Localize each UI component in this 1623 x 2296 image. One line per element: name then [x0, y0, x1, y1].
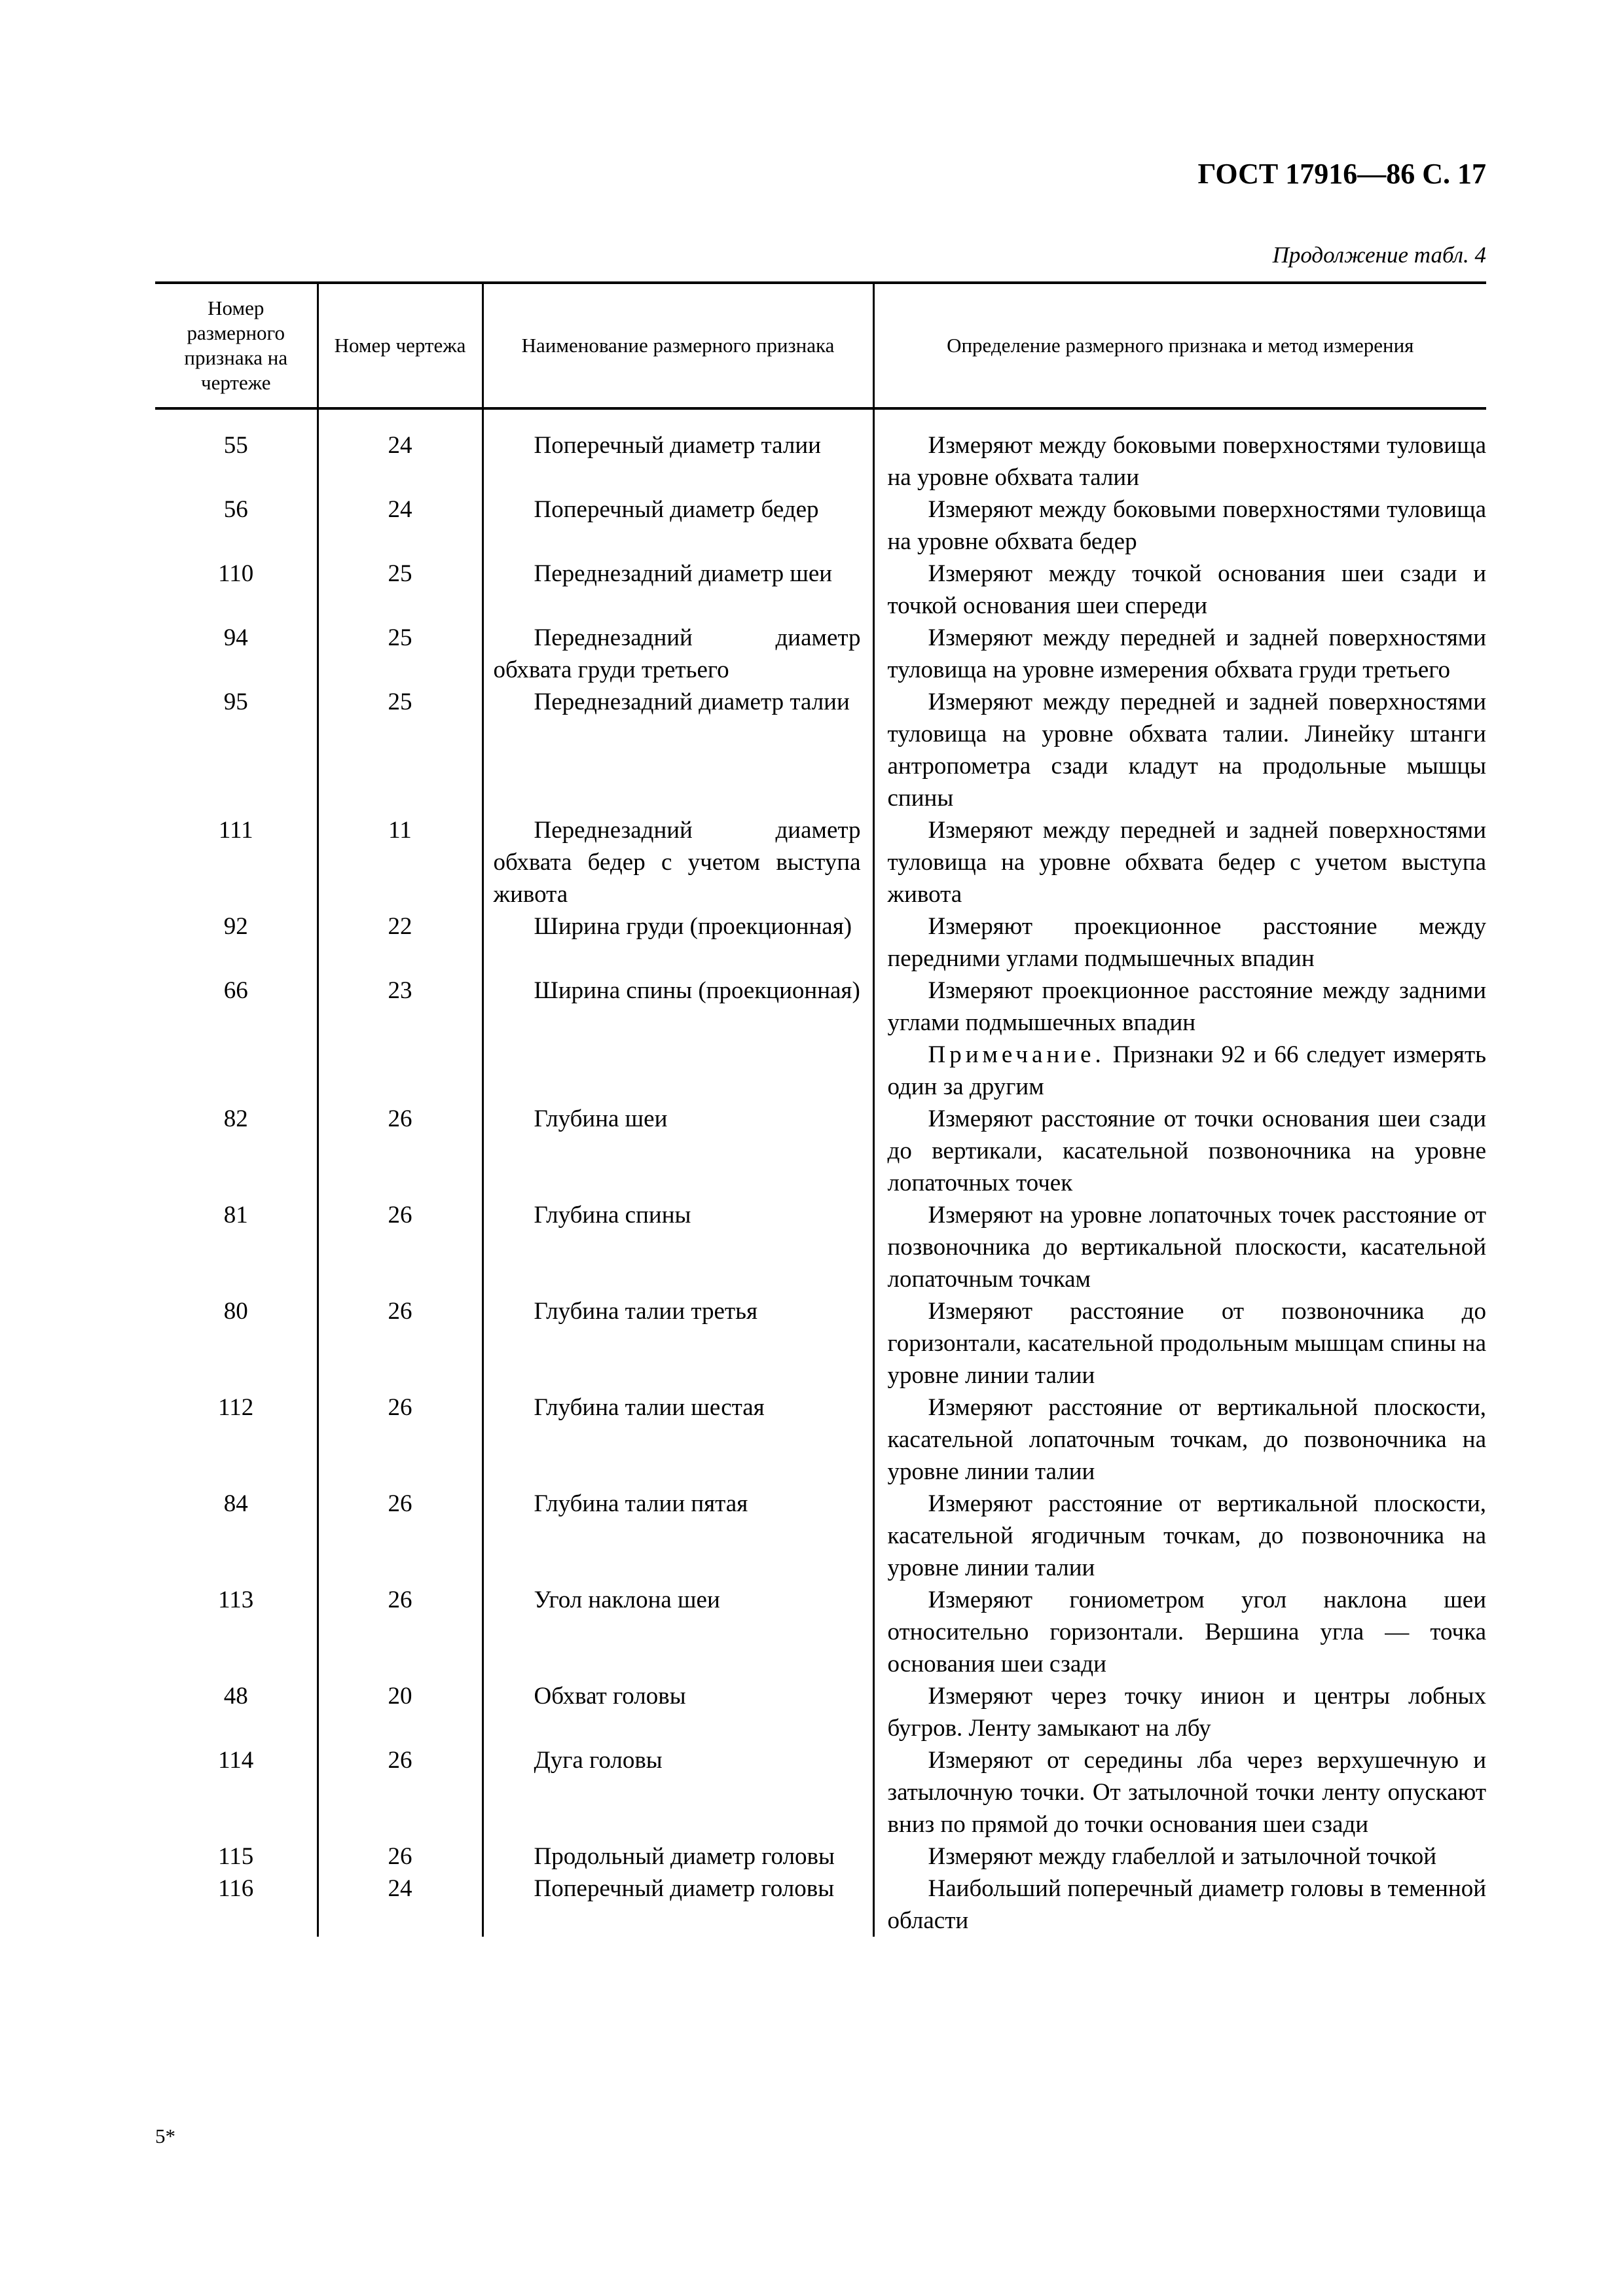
feature-number-cell: 80	[223, 1298, 248, 1325]
drawing-number-cell: 26	[318, 1391, 483, 1488]
feature-number-cell: 82	[223, 1105, 248, 1132]
definition-cell	[873, 814, 1486, 910]
table-header-row	[155, 283, 1486, 408]
definition-text: Измеряют проекционное расстояние между задними углами подмышечных впадин	[887, 977, 1486, 1036]
table-row	[155, 1873, 1486, 1937]
feature-number-cell: 110	[218, 560, 254, 587]
table-row	[155, 1744, 1486, 1840]
drawing-number-cell: 26	[318, 1295, 483, 1391]
column-header-feature-number: Номер размерного признака на чертеже	[155, 283, 318, 408]
drawing-number-cell: 25	[318, 686, 483, 814]
definition-cell	[873, 429, 1486, 493]
feature-number-cell: 66	[223, 977, 248, 1004]
feature-name-cell: Глубина талии пятая	[483, 1488, 873, 1584]
table-row	[155, 1584, 1486, 1680]
table-row	[155, 1295, 1486, 1391]
feature-name-cell: Продольный диаметр головы	[483, 1840, 873, 1873]
drawing-number-cell: 26	[318, 1488, 483, 1584]
definition-text: Измеряют гониометром угол наклона шеи относительно горизонтали. Вершина угла — точка основания шеи сзади	[887, 1587, 1486, 1677]
note-text: Признаки 92 и 66 следует измерять один за другим	[887, 1041, 1486, 1100]
definition-cell	[873, 1199, 1486, 1295]
feature-name-cell: Ширина спины (проекционная)	[483, 975, 873, 1103]
drawing-number-cell: 26	[318, 1584, 483, 1680]
feature-number-cell: 112	[218, 1394, 254, 1421]
measurement-table	[155, 281, 1486, 1937]
definition-text: Измеряют между глабеллой и затылочной точкой	[928, 1843, 1436, 1870]
table-row	[155, 910, 1486, 975]
feature-name-cell: Угол наклона шеи	[483, 1584, 873, 1680]
feature-number-cell: 56	[223, 496, 248, 523]
feature-number-cell: 84	[223, 1490, 248, 1517]
drawing-number-cell: 24	[318, 493, 483, 558]
table-row	[155, 1488, 1486, 1584]
table-row	[155, 814, 1486, 910]
drawing-number-cell: 26	[318, 1840, 483, 1873]
definition-text: Измеряют между точкой основания шеи сзади и точкой основания шеи спереди	[887, 560, 1486, 619]
definition-cell	[873, 910, 1486, 975]
feature-number-cell: 113	[218, 1587, 254, 1613]
page-header: ГОСТ 17916—86 С. 17	[1197, 158, 1486, 190]
definition-cell	[873, 1103, 1486, 1199]
definition-cell	[873, 1840, 1486, 1873]
drawing-number-cell: 20	[318, 1680, 483, 1744]
definition-text: Измеряют расстояние от вертикальной плоскости, касательной ягодичным точкам, до позвоночника на уровне линии талии	[887, 1490, 1486, 1581]
definition-text: Измеряют между передней и задней поверхностями туловища на уровне измерения обхвата груди третьего	[887, 624, 1486, 683]
feature-number-cell: 95	[223, 689, 248, 715]
definition-text: Измеряют на уровне лопаточных точек расстояние от позвоночника до вертикальной плоскости, касательной лопаточным точкам	[887, 1202, 1486, 1293]
drawing-number-cell: 26	[318, 1103, 483, 1199]
table-row	[155, 558, 1486, 622]
column-header-definition: Определение размерного признака и метод измерения	[873, 283, 1486, 408]
definition-cell	[873, 493, 1486, 558]
feature-number-cell: 94	[223, 624, 248, 651]
feature-name-cell: Ширина груди (проекционная)	[483, 910, 873, 975]
feature-name-cell: Поперечный диаметр талии	[483, 429, 873, 493]
feature-name-cell: Дуга головы	[483, 1744, 873, 1840]
feature-name-cell: Переднезадний диаметр обхвата груди третьего	[483, 622, 873, 686]
feature-name-cell: Глубина спины	[483, 1199, 873, 1295]
definition-text: Измеряют между боковыми поверхностями туловища на уровне обхвата талии	[887, 432, 1486, 491]
definition-cell	[873, 1680, 1486, 1744]
feature-number-cell: 55	[223, 432, 248, 459]
definition-cell	[873, 1488, 1486, 1584]
definition-cell	[873, 975, 1486, 1103]
definition-text: Измеряют расстояние от вертикальной плоскости, касательной лопаточным точкам, до позвоночника на уровне линии талии	[887, 1394, 1486, 1485]
definition-cell	[873, 1873, 1486, 1937]
feature-number-cell: 116	[218, 1875, 254, 1902]
feature-number-cell: 114	[218, 1747, 254, 1774]
definition-text: Измеряют между передней и задней поверхностями туловища на уровне обхвата талии. Линейку штанги антропометра сзади кладут на продольные мышцы спины	[887, 689, 1486, 812]
feature-name-cell: Переднезадний диаметр талии	[483, 686, 873, 814]
measurement-table-container	[155, 281, 1486, 1937]
table-row	[155, 1199, 1486, 1295]
definition-text: Измеряют проекционное расстояние между передними углами подмышечных впадин	[887, 913, 1486, 972]
note-label: Примечание.	[928, 1041, 1105, 1068]
table-row	[155, 429, 1486, 493]
definition-cell	[873, 686, 1486, 814]
definition-cell	[873, 558, 1486, 622]
definition-cell	[873, 1295, 1486, 1391]
definition-text: Наибольший поперечный диаметр головы в теменной области	[887, 1875, 1486, 1934]
drawing-number-cell: 22	[318, 910, 483, 975]
feature-name-cell: Глубина шеи	[483, 1103, 873, 1199]
definition-cell	[873, 1391, 1486, 1488]
definition-cell	[873, 1744, 1486, 1840]
table-row	[155, 975, 1486, 1103]
definition-text: Измеряют расстояние от точки основания шеи сзади до вертикали, касательной позвоночника на уровне лопаточных точек	[887, 1105, 1486, 1196]
feature-name-cell: Поперечный диаметр головы	[483, 1873, 873, 1937]
definition-text: Измеряют расстояние от позвоночника до горизонтали, касательной продольным мышцам спины на уровне линии талии	[887, 1298, 1486, 1389]
drawing-number-cell: 26	[318, 1744, 483, 1840]
feature-number-cell: 111	[218, 817, 253, 844]
feature-name-cell: Глубина талии шестая	[483, 1391, 873, 1488]
drawing-number-cell: 24	[318, 429, 483, 493]
table-row	[155, 1103, 1486, 1199]
drawing-number-cell: 23	[318, 975, 483, 1103]
drawing-number-cell: 11	[318, 814, 483, 910]
drawing-number-cell: 25	[318, 622, 483, 686]
table-row	[155, 493, 1486, 558]
definition-text: Измеряют от середины лба через верхушечную и затылочную точки. От затылочной точки ленту опускают вниз по прямой до точки основания шеи сзади	[887, 1747, 1486, 1838]
definition-cell	[873, 1584, 1486, 1680]
table-row	[155, 622, 1486, 686]
feature-number-cell: 115	[218, 1843, 254, 1870]
definition-text: Измеряют через точку инион и центры лобных бугров. Ленту замыкают на лбу	[887, 1683, 1486, 1742]
drawing-number-cell: 24	[318, 1873, 483, 1937]
definition-text: Измеряют между боковыми поверхностями туловища на уровне обхвата бедер	[887, 496, 1486, 555]
feature-name-cell: Переднезадний диаметр шеи	[483, 558, 873, 622]
table-row	[155, 1680, 1486, 1744]
definition-cell	[873, 622, 1486, 686]
column-header-feature-name: Наименование размерного признака	[483, 283, 873, 408]
feature-name-cell: Глубина талии третья	[483, 1295, 873, 1391]
table-caption: Продолжение табл. 4	[1272, 242, 1486, 268]
table-row	[155, 686, 1486, 814]
column-header-drawing-number: Номер чертежа	[318, 283, 483, 408]
feature-number-cell: 81	[223, 1202, 248, 1229]
feature-name-cell: Поперечный диаметр бедер	[483, 493, 873, 558]
feature-name-cell: Переднезадний диаметр обхвата бедер с учетом выступа живота	[483, 814, 873, 910]
page-footer-mark: 5*	[155, 2125, 175, 2147]
feature-number-cell: 48	[223, 1683, 248, 1710]
definition-text: Измеряют между передней и задней поверхностями туловища на уровне обхвата бедер с учетом выступа живота	[887, 817, 1486, 908]
definition-note	[888, 1039, 1487, 1103]
table-row	[155, 1840, 1486, 1873]
feature-name-cell: Обхват головы	[483, 1680, 873, 1744]
drawing-number-cell: 26	[318, 1199, 483, 1295]
drawing-number-cell: 25	[318, 558, 483, 622]
table-row	[155, 1391, 1486, 1488]
feature-number-cell: 92	[223, 913, 248, 940]
